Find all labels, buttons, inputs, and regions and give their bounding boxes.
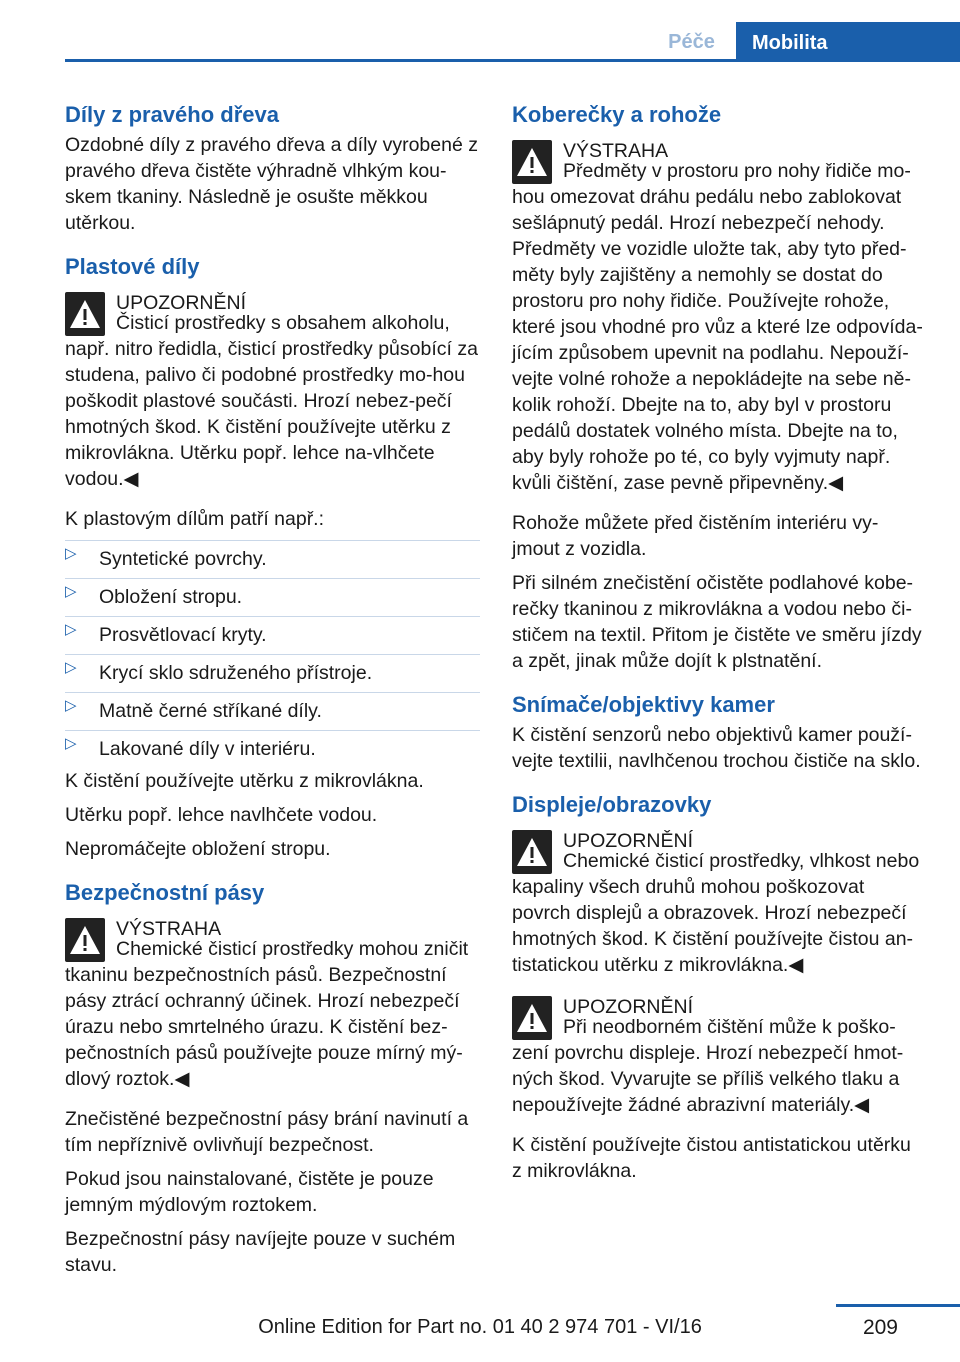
warning-icon [512,830,552,874]
list-item: ▷ Syntetické povrchy. [65,540,480,572]
warning-carpets [512,136,924,496]
section-title-carpets: Koberečky a rohože [512,102,722,127]
footer-rule [836,1304,960,1307]
header-rule [65,59,960,62]
tab-mobilita[interactable]: Mobilita [736,22,960,62]
plastic-list [65,540,480,762]
tab-pece[interactable]: Péče [668,31,715,53]
section-title-belts: Bezpečnostní pásy [65,880,265,905]
list-item: ▷ Krycí sklo sdruženého přístroje. [65,654,480,686]
warning-title: UPOZORNĚNÍ [563,996,694,1018]
right-column [512,100,924,1200]
list-item: ▷ Matně černé stříkané díly. [65,692,480,724]
warning-displays-1 [512,826,924,978]
sensors-text: K čistění senzorů nebo objektivů kamer použí-vejte textilii, navlhčenou trochou čističe na sklo. [512,724,921,772]
section-title-sensors: Snímače/objektivy kamer [512,692,775,717]
list-item: ▷ Obložení stropu. [65,578,480,610]
warning-text: Při neodborném čištění může k poško-zení povrchu displeje. Hrozí nebezpečí hmot-ných škod. Vyvarujte se příliš velkého tlaku a nepoužívejte žádné abrazivní materiály.◀ [512,1016,904,1116]
belts-text-2: Pokud jsou nainstalované, čistěte je pouze jemným mýdlovým roztokem. [65,1168,434,1216]
section-sensors [512,690,924,774]
plastic-intro: K plastovým dílům patří např.: [65,508,325,530]
section-title-wood: Díly z pravého dřeva [65,102,279,127]
triangle-bullet-icon: ▷ [65,583,77,600]
page-number: 209 [862,1316,898,1339]
section-plastic [65,252,480,862]
plastic-after-3: Nepromáčejte obložení stropu. [65,838,331,860]
triangle-bullet-icon: ▷ [65,659,77,676]
page-footer [0,1300,960,1362]
warning-title: VÝSTRAHA [116,918,222,940]
warning-text: Chemické čisticí prostředky, vlhkost nebo kapaliny všech druhů mohou poškozovat povrch displejů a obrazovek. Hrozí nebezpečí hmotných škod. K čistění používejte čistou an-tistatickou utěrku z mikrovlákna.◀ [512,850,920,976]
section-carpets [512,100,924,674]
plastic-after-1: K čistění používejte utěrku z mikrovlákna. [65,770,424,792]
belts-text-1: Znečistěné bezpečnostní pásy brání navinutí a tím nepříznivě ovlivňují bezpečnost. [65,1108,469,1156]
warning-displays-2 [512,992,924,1118]
warning-text: Čisticí prostředky s obsahem alkoholu, např. nitro ředidla, čisticí prostředky působící za studena, palivo či podobné prostředky mo-hou poškodit plastové součásti. Hrozí nebez-pečí hmotných škod. K čistění používejte utěrku z mikrovlákna. Utěrku popř. lehce na-vlhčete vodou.◀ [65,312,478,490]
warning-belts [65,914,480,1092]
warning-icon [512,996,552,1040]
warning-title: UPOZORNĚNÍ [563,830,694,852]
warning-title: VÝSTRAHA [563,140,669,162]
carpets-text-1: Rohože můžete před čistěním interiéru vy-jmout z vozidla. [512,512,879,560]
section-title-plastic: Plastové díly [65,254,200,279]
triangle-bullet-icon: ▷ [65,697,77,714]
warning-title: UPOZORNĚNÍ [116,292,247,314]
left-column [65,100,480,1294]
warning-icon [65,918,105,962]
warning-icon [512,140,552,184]
warning-text: Chemické čisticí prostředky mohou zničit tkaninu bezpečnostních pásů. Bezpečnostní pásy ztrácí ochranný účinek. Hrozí nebezpečí úrazu nebo smrtelného úrazu. K čistění bez-pečnostních pásů používejte pouze mírný mý-dlový roztok.◀ [65,938,469,1090]
triangle-bullet-icon: ▷ [65,545,77,562]
warning-plastic [65,288,480,492]
displays-text: K čistění používejte čistou antistatickou utěrku z mikrovlákna. [512,1134,911,1182]
wood-text: Ozdobné díly z pravého dřeva a díly vyrobené z pravého dřeva čistěte výhradně vlhkým kou-skem tkaniny. Následně je osušte měkkou utěrkou. [65,134,478,234]
page-header [0,0,960,62]
triangle-bullet-icon: ▷ [65,621,77,638]
list-item: ▷ Lakované díly v interiéru. [65,730,480,762]
section-title-displays: Displeje/obrazovky [512,792,712,817]
section-wood [65,100,480,236]
carpets-text-2: Při silném znečistění očistěte podlahové kobe-rečky tkaninou z mikrovlákna a vodou nebo či-stičem na textil. Přitom je čistěte ve směru jízdy a zpět, jinak může dojít k plstnatění. [512,572,922,672]
warning-icon [65,292,105,336]
section-displays [512,790,924,1184]
list-item: ▷ Prosvětlovací kryty. [65,616,480,648]
belts-text-3: Bezpečnostní pásy navíjejte pouze v suchém stavu. [65,1228,456,1276]
section-belts [65,878,480,1278]
plastic-after-2: Utěrku popř. lehce navlhčete vodou. [65,804,378,826]
warning-text: Předměty v prostoru pro nohy řidiče mo-hou omezovat dráhu pedálu nebo zablokovat sešlápnutý pedál. Hrozí nebezpečí nehody. Předměty ve vozidle uložte tak, aby tyto před-měty byly zajištěny a nemohly se dostat do prostoru pro nohy řidiče. Používejte rohože, které jsou vhodné pro vůz a které lze odpovída-jícím způsobem upevnit na podlahu. Nepouží-vejte volné rohože a nepokládejte na sebe ně-kolik rohoží. Dbejte na to, aby byl v prostoru pedálů dostatek volného místa. Dbejte na to, aby byly rohože po té, co byly vyjmuty např. kvůli čištění, zase pevně připevněny.◀ [512,160,923,494]
triangle-bullet-icon: ▷ [65,735,77,752]
edition-line: Online Edition for Part no. 01 40 2 974 701 - VI/16 [258,1316,702,1338]
